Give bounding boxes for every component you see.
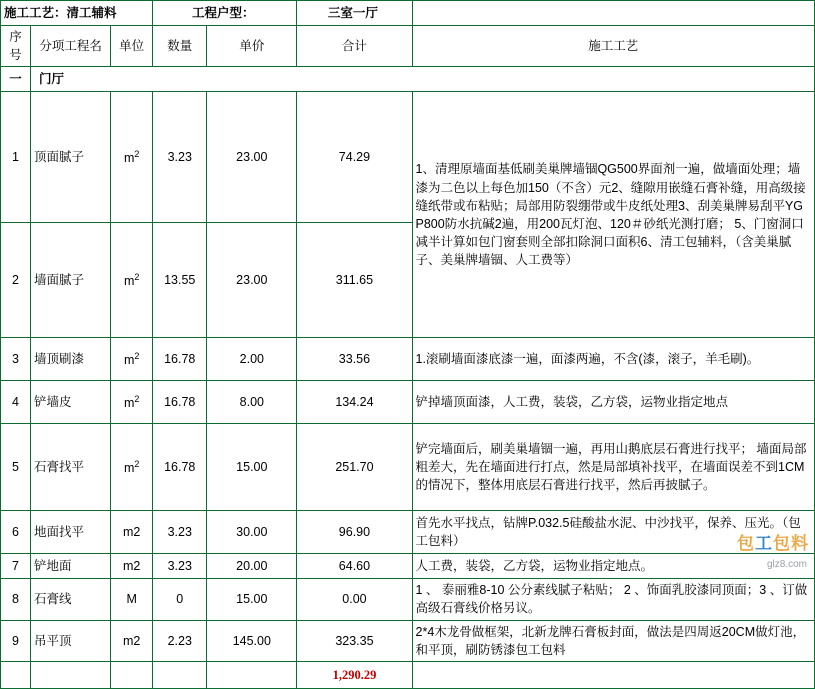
row-name: 吊平顶 xyxy=(31,620,111,661)
row-qty: 16.78 xyxy=(153,424,207,511)
watermark-url: glz8.com xyxy=(766,559,807,570)
row-qty: 3.23 xyxy=(153,92,207,223)
row-unit: M xyxy=(111,579,153,620)
row-qty: 3.23 xyxy=(153,554,207,579)
row-no: 6 xyxy=(1,511,31,554)
row-name: 石膏线 xyxy=(31,579,111,620)
column-header-no: 序号 xyxy=(1,26,31,67)
table-row[interactable] xyxy=(1,511,815,554)
row-total: 74.29 xyxy=(297,92,412,223)
row-method: 铲掉墙顶面漆，人工费，装袋，乙方袋，运物业指定地点 xyxy=(412,381,815,424)
unit-exponent: 2 xyxy=(134,271,140,282)
row-price: 23.00 xyxy=(207,92,297,223)
header-left: 施工工艺：清工辅料 xyxy=(1,1,153,26)
table-row[interactable] xyxy=(1,338,815,381)
row-total: 33.56 xyxy=(297,338,412,381)
row-price: 20.00 xyxy=(207,554,297,579)
row-total: 96.90 xyxy=(297,511,412,554)
unit-exponent: 2 xyxy=(134,148,140,159)
section-index: 一 xyxy=(1,67,31,92)
watermark-text-c: 包料 xyxy=(773,534,809,553)
row-method: 1.滚刷墙面漆底漆一遍，面漆两遍，不含(漆，滚子，羊毛刷)。 xyxy=(412,338,815,381)
row-no: 1 xyxy=(1,92,31,223)
column-header-total: 合计 xyxy=(297,26,412,67)
row-no: 3 xyxy=(1,338,31,381)
row-no: 8 xyxy=(1,579,31,620)
header-right: 三室一厅 xyxy=(297,1,412,26)
table-row[interactable] xyxy=(1,579,815,620)
row-no: 7 xyxy=(1,554,31,579)
row-method: 2*4木龙骨做框架，北新龙牌石膏板封面，做法是四周返20CM做灯池，和平顶，刷防锈漆包工包料 xyxy=(412,620,815,661)
section-name: 门厅 xyxy=(31,67,815,92)
row-method: 1 、 泰丽雅8-10 公分素线腻子粘贴； 2 、饰面乳胶漆同顶面；3 、订做高级石膏线价格另议。 xyxy=(412,579,815,620)
row-qty: 3.23 xyxy=(153,511,207,554)
row-total: 134.24 xyxy=(297,381,412,424)
row-unit: $m^2$ xyxy=(111,223,153,338)
row-method: 铲完墙面后，刷美巢墙锢一遍，再用山鹅底层石膏进行找平； 墙面局部粗差大，先在墙面进行打点，然是局部填补找平，在墙面误差不到1CM的情况下，整体用底层石膏进行找平，然后再披腻子。 xyxy=(412,424,815,511)
section-row xyxy=(1,67,815,92)
row-name: 石膏找平 xyxy=(31,424,111,511)
row-total: 0.00 xyxy=(297,579,412,620)
table-row[interactable] xyxy=(1,554,815,579)
column-header-qty: 数量 xyxy=(153,26,207,67)
table-row[interactable] xyxy=(1,92,815,223)
row-name: 顶面腻子 xyxy=(31,92,111,223)
row-qty: 16.78 xyxy=(153,338,207,381)
unit-exponent: 2 xyxy=(134,350,140,361)
row-name: 铲墙皮 xyxy=(31,381,111,424)
row-qty: 2.23 xyxy=(153,620,207,661)
total-blank-method xyxy=(412,661,815,688)
row-total: 251.70 xyxy=(297,424,412,511)
row-price: 15.00 xyxy=(207,579,297,620)
row-no: 4 xyxy=(1,381,31,424)
column-header-name: 分项工程名 xyxy=(31,26,111,67)
row-price: 145.00 xyxy=(207,620,297,661)
row-no: 9 xyxy=(1,620,31,661)
row-no: 5 xyxy=(1,424,31,511)
total-row xyxy=(1,661,815,688)
total-amount: 1,290.29 xyxy=(297,661,412,688)
row-price: 2.00 xyxy=(207,338,297,381)
row-name: 墙顶刷漆 xyxy=(31,338,111,381)
total-blank-qty xyxy=(153,661,207,688)
row-total: 64.60 xyxy=(297,554,412,579)
row-method: 1、清理原墙面基低刷美巢牌墙锢QG500界面剂一遍，做墙面处理；墙漆为二色以上每色加150（不含）元2、缝隙用嵌缝石膏补缝，用高级接缝纸带或布粘贴；局部用防裂绷带或牛皮纸处理3、刮美巢牌易刮平YGP800防水抗碱2遍，用200瓦灯泡、120＃砂纸光测打磨； 5、门窗洞口减半计算如包门窗套则全部扣除洞口面积6、清工包辅料，（含美巢腻子、美巢牌墙锢、人工费等） xyxy=(412,92,815,338)
header-blank xyxy=(412,1,815,26)
unit-exponent: 2 xyxy=(134,393,140,404)
row-unit: m2 xyxy=(111,511,153,554)
row-price: 15.00 xyxy=(207,424,297,511)
row-method: 人工费，装袋，乙方袋，运物业指定地点。 xyxy=(412,554,815,579)
row-unit: $m^2$ xyxy=(111,92,153,223)
row-total: 311.65 xyxy=(297,223,412,338)
total-blank-price xyxy=(207,661,297,688)
row-price: 30.00 xyxy=(207,511,297,554)
row-name: 墙面腻子 xyxy=(31,223,111,338)
watermark-text-a: 包 xyxy=(737,534,755,553)
row-price: 8.00 xyxy=(207,381,297,424)
row-unit: m2 xyxy=(111,554,153,579)
column-header-price: 单价 xyxy=(207,26,297,67)
table-row[interactable] xyxy=(1,381,815,424)
document-header-row xyxy=(1,1,815,26)
column-header-unit: 单位 xyxy=(111,26,153,67)
row-total: 323.35 xyxy=(297,620,412,661)
watermark-text-b: 工 xyxy=(755,534,773,553)
row-unit: $m^2$ xyxy=(111,338,153,381)
unit-exponent: 2 xyxy=(134,458,140,469)
row-method: 首先水平找点，钻牌P.032.5硅酸盐水泥、中沙找平，保养、压光。（包工包料） xyxy=(412,511,815,554)
row-qty: 0 xyxy=(153,579,207,620)
row-unit: m2 xyxy=(111,620,153,661)
row-name: 铲地面 xyxy=(31,554,111,579)
table-row[interactable] xyxy=(1,424,815,511)
row-unit: $m^2$ xyxy=(111,424,153,511)
row-unit: $m^2$ xyxy=(111,381,153,424)
table-row[interactable] xyxy=(1,620,815,661)
row-qty: 13.55 xyxy=(153,223,207,338)
column-header-row xyxy=(1,26,815,67)
total-blank-no xyxy=(1,661,31,688)
row-qty: 16.78 xyxy=(153,381,207,424)
header-mid: 工程户型： xyxy=(153,1,297,26)
total-blank-name xyxy=(31,661,111,688)
column-header-method: 施工工艺 xyxy=(412,26,815,67)
total-blank-unit xyxy=(111,661,153,688)
row-name: 地面找平 xyxy=(31,511,111,554)
row-no: 2 xyxy=(1,223,31,338)
row-price: 23.00 xyxy=(207,223,297,338)
